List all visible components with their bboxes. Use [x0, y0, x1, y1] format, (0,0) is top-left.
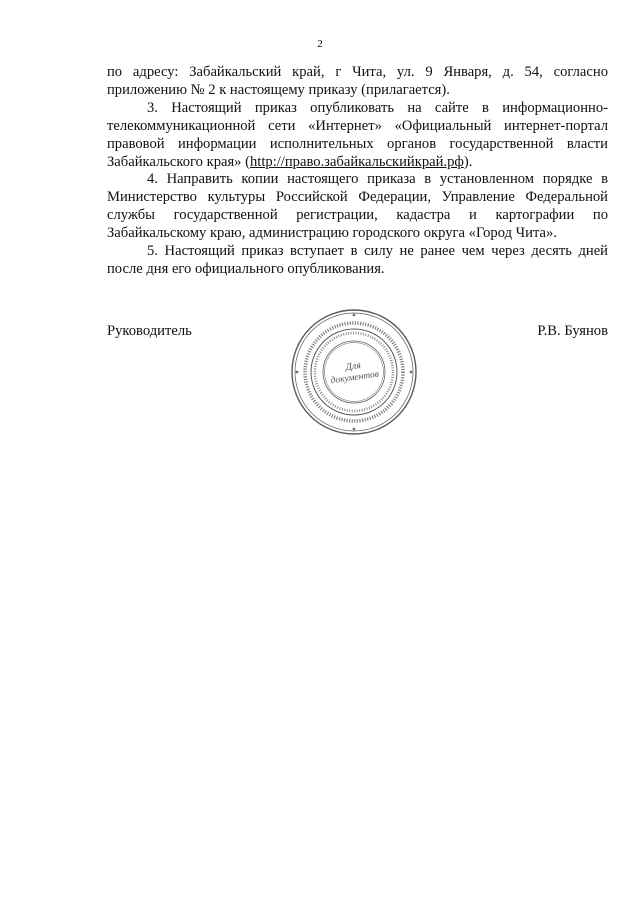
paragraph-text: 3. Настоящий приказ опубликовать на сайте в информационно-телекоммуникационной сети «Интернет» «Официальный интернет-портал правовой информации исполнительных органов государственной власти Забайкальского края» ( [107, 99, 608, 170]
seal-inner-text-line2: документов [330, 369, 380, 387]
signature-title: Руководитель [107, 323, 192, 339]
paragraph-text: 5. Настоящий приказ вступает в силу не ранее чем через десять дней после дня его официального опубликования. [107, 243, 608, 277]
official-seal-stamp [289, 307, 419, 437]
seal-inner-text-line1: Для [344, 360, 362, 374]
page-number: 2 [317, 38, 323, 50]
paragraph-text: по адресу: Забайкальский край, г Чита, ул. 9 Января, д. 54, согласно приложению № 2 к настоящему приказу (прилагается). [107, 64, 608, 98]
paragraph-continuation [107, 64, 608, 100]
paragraph-4 [107, 171, 608, 243]
paragraph-text: 4. Направить копии настоящего приказа в установленном порядке в Министерство культуры Российской Федерации, Управление Федеральной службы государственной регистрации, кадастра и картографии по Забайкальскому краю, администрацию городского округа «Город Чита». [107, 171, 608, 242]
paragraph-5 [107, 243, 608, 279]
order-body-text [107, 64, 608, 279]
paragraph-text: ). [463, 153, 473, 170]
portal-link[interactable]: http://право.забайкальскийкрай.рф [250, 153, 464, 170]
signatory-name: Р.В. Буянов [537, 323, 608, 339]
paragraph-3 [107, 100, 608, 172]
